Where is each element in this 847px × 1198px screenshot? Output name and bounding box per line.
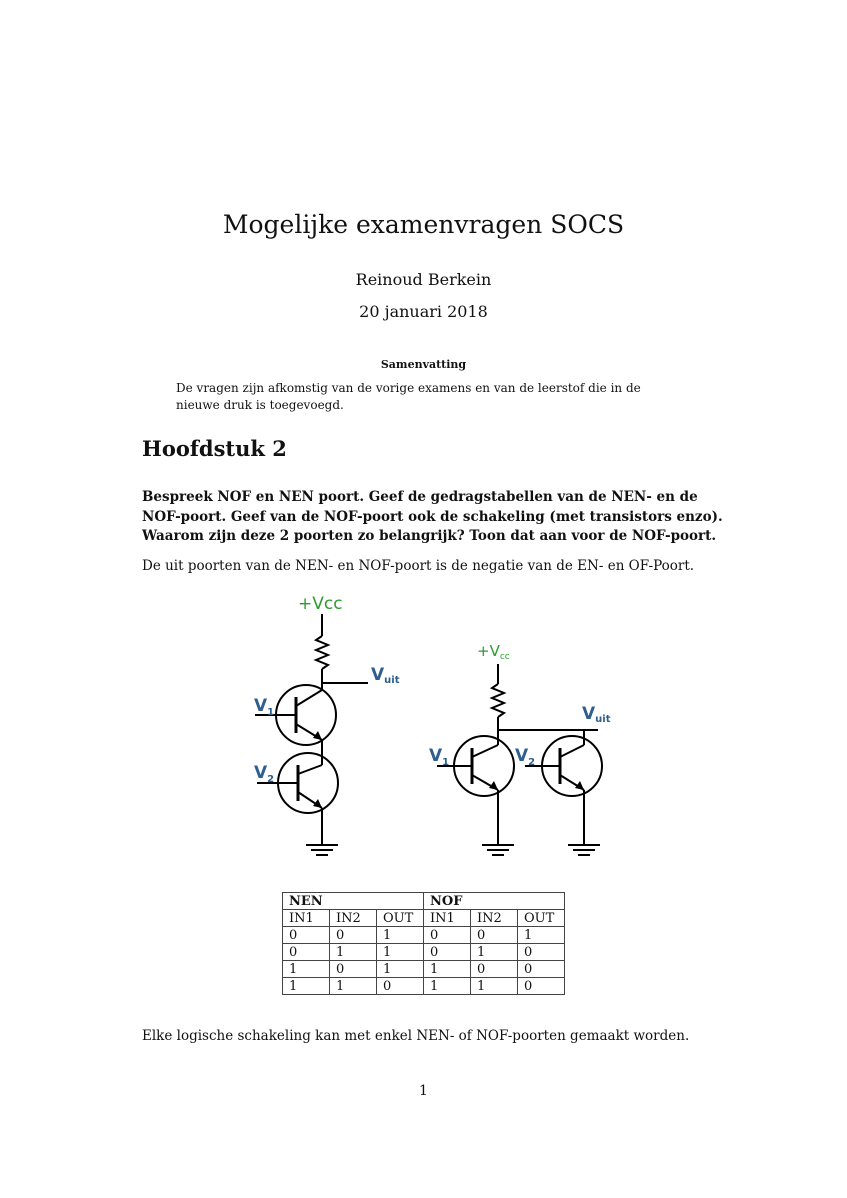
table-cell: 1: [471, 944, 518, 961]
table-cell: 0: [330, 961, 377, 978]
table-cell: 0: [424, 927, 471, 944]
vcc-sub-right: cc: [499, 652, 510, 662]
date: 20 januari 2018: [359, 302, 488, 321]
v2-sub-left: 2: [267, 774, 275, 785]
col-header: OUT: [518, 910, 565, 927]
col-header: IN1: [283, 910, 330, 927]
author: Reinoud Berkein: [355, 270, 492, 289]
vcc-label-right: +V: [477, 642, 500, 660]
vout-label-right: V: [582, 704, 596, 724]
nand-circuit: [255, 614, 368, 855]
paragraph-negation: De uit poorten van de NEN- en NOF-poort is de negatie van de EN- en OF-Poort.: [142, 558, 695, 574]
svg-text:V2: [515, 746, 535, 768]
table-cell: 1: [377, 927, 424, 944]
vout-sub-left: uit: [384, 675, 400, 686]
svg-text:V1: [429, 746, 449, 768]
table-cell: 0: [471, 927, 518, 944]
table-cell: 0: [471, 961, 518, 978]
table-cell: 1: [518, 927, 565, 944]
table-cell: 0: [283, 944, 330, 961]
v1-sub-right: 1: [442, 757, 450, 768]
paragraph-universal: Elke logische schakeling kan met enkel NEN- of NOF-poorten gemaakt worden.: [142, 1028, 690, 1044]
svg-text:V2: [254, 763, 274, 785]
table-cell: 1: [283, 961, 330, 978]
document-title: Mogelijke examenvragen SOCS: [222, 210, 625, 239]
table-group-row: [283, 893, 565, 910]
group-nof: NOF: [424, 893, 565, 910]
v1-label-left: V: [254, 696, 268, 716]
vcc-label-left: +Vcc: [298, 594, 343, 614]
table-cell: 0: [518, 944, 565, 961]
col-header: IN2: [330, 910, 377, 927]
table-cell: 1: [377, 961, 424, 978]
page-number: 1: [419, 1083, 428, 1099]
table-cell: 1: [330, 944, 377, 961]
table-cell: 0: [424, 944, 471, 961]
table-cell: 0: [518, 961, 565, 978]
table-row: [283, 927, 565, 944]
table-cell: 0: [330, 927, 377, 944]
svg-text:Vuit: [582, 704, 611, 725]
v1-label-right: V: [429, 746, 443, 766]
v1-sub-left: 1: [267, 707, 275, 718]
svg-text:+Vcc: [477, 642, 510, 662]
table-cell: 0: [518, 978, 565, 995]
table-cell: 1: [424, 978, 471, 995]
table-row: [283, 961, 565, 978]
v2-label-left: V: [254, 763, 268, 783]
svg-text:Vuit: [371, 665, 400, 686]
table-cell: 1: [283, 978, 330, 995]
exam-question: Bespreek NOF en NEN poort. Geef de gedragstabellen van de NEN- en de NOF-poort. Geef van de NOF-poort ook de schakeling (met transistors enzo). Waarom zijn deze 2 poorten zo belangrijk? Toon dat aan voor de NOF-poort.: [142, 489, 723, 544]
table-cell: 1: [424, 961, 471, 978]
col-header: IN1: [424, 910, 471, 927]
table-cell: 0: [283, 927, 330, 944]
table-cell: 1: [330, 978, 377, 995]
table-cell: 0: [377, 978, 424, 995]
col-header: OUT: [377, 910, 424, 927]
group-nen: NEN: [283, 893, 424, 910]
table-cell: 1: [471, 978, 518, 995]
section-heading: Hoofdstuk 2: [142, 436, 287, 461]
truth-table: [282, 892, 565, 995]
table-header-row: [283, 910, 565, 927]
vout-label-left: V: [371, 665, 385, 685]
svg-text:V1: [254, 696, 274, 718]
v2-label-right: V: [515, 746, 529, 766]
abstract-heading: Samenvatting: [380, 358, 467, 371]
col-header: IN2: [471, 910, 518, 927]
table-row: [283, 978, 565, 995]
table-row: [283, 944, 565, 961]
abstract-text: De vragen zijn afkomstig van de vorige examens en van de leerstof die in de nieuwe druk is toegevoegd.: [176, 381, 641, 412]
vout-sub-right: uit: [595, 714, 611, 725]
table-cell: 1: [377, 944, 424, 961]
v2-sub-right: 2: [528, 757, 536, 768]
